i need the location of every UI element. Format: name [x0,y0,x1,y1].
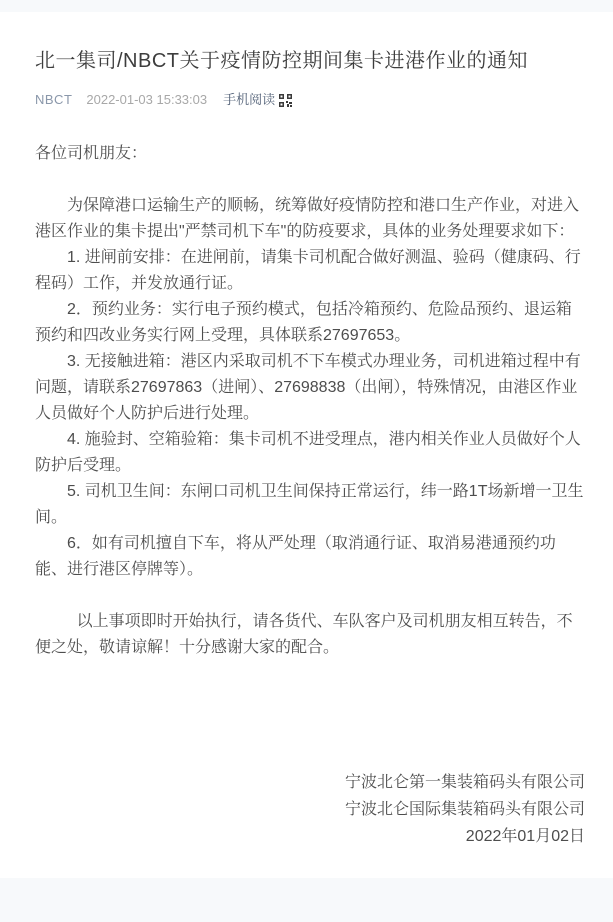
article-meta-row [35,92,585,108]
notice-item-2: 2．预约业务：实行电子预约模式，包括冷箱预约、危险品预约、退运箱预约和四改业务实行网上受理，具体联系27697653。 [35,301,572,344]
notice-item-6: 6．如有司机擅自下车，将从严处理（取消通行证、取消易港通预约功能、进行港区停牌等）。 [35,535,556,578]
article-body [35,141,585,850]
signature-company-2: 宁波北仑国际集装箱码头有限公司 [344,801,585,818]
signature-date: 2022年01月02日 [465,828,585,845]
intro-paragraph: 为保障港口运输生产的顺畅，统筹做好疫情防控和港口生产作业，对进入港区作业的集卡提出"严禁司机下车"的防疫要求，具体的业务处理要求如下： [35,197,580,240]
greeting-paragraph: 各位司机朋友： [35,145,148,162]
signature-company-1: 宁波北仑第一集装箱码头有限公司 [344,774,585,791]
mobile-read-label: 手机阅读 [223,92,276,107]
qr-code-icon [279,94,292,107]
article-timestamp: 2022-01-03 15:33:03 [86,92,208,107]
notice-article-card [0,12,613,878]
signature-block [35,769,585,850]
notice-item-1: 1. 进闸前安排：在进闸前，请集卡司机配合做好测温、验码（健康码、行程码）工作，并发放通行证。 [35,249,581,292]
notice-item-5: 5. 司机卫生间：东闸口司机卫生间保持正常运行，纬一路1T场新增一卫生间。 [35,483,584,526]
mobile-read-button[interactable] [223,92,292,108]
closing-paragraph: 以上事项即时开始执行，请各货代、车队客户及司机朋友相互转告，不便之处，敬请谅解！十分感谢大家的配合。 [35,613,573,656]
article-source: NBCT [35,92,73,107]
page-title: 北一集司/NBCT关于疫情防控期间集卡进港作业的通知 [35,50,528,72]
notice-item-4: 4. 施验封、空箱验箱：集卡司机不进受理点，港内相关作业人员做好个人防护后受理。 [35,431,581,474]
notice-item-3: 3. 无接触进箱：港区内采取司机不下车模式办理业务，司机进箱过程中有问题，请联系27697863（进闸）、27698838（出闸），特殊情况，由港区作业人员做好个人防护后进行处理。 [35,353,581,422]
